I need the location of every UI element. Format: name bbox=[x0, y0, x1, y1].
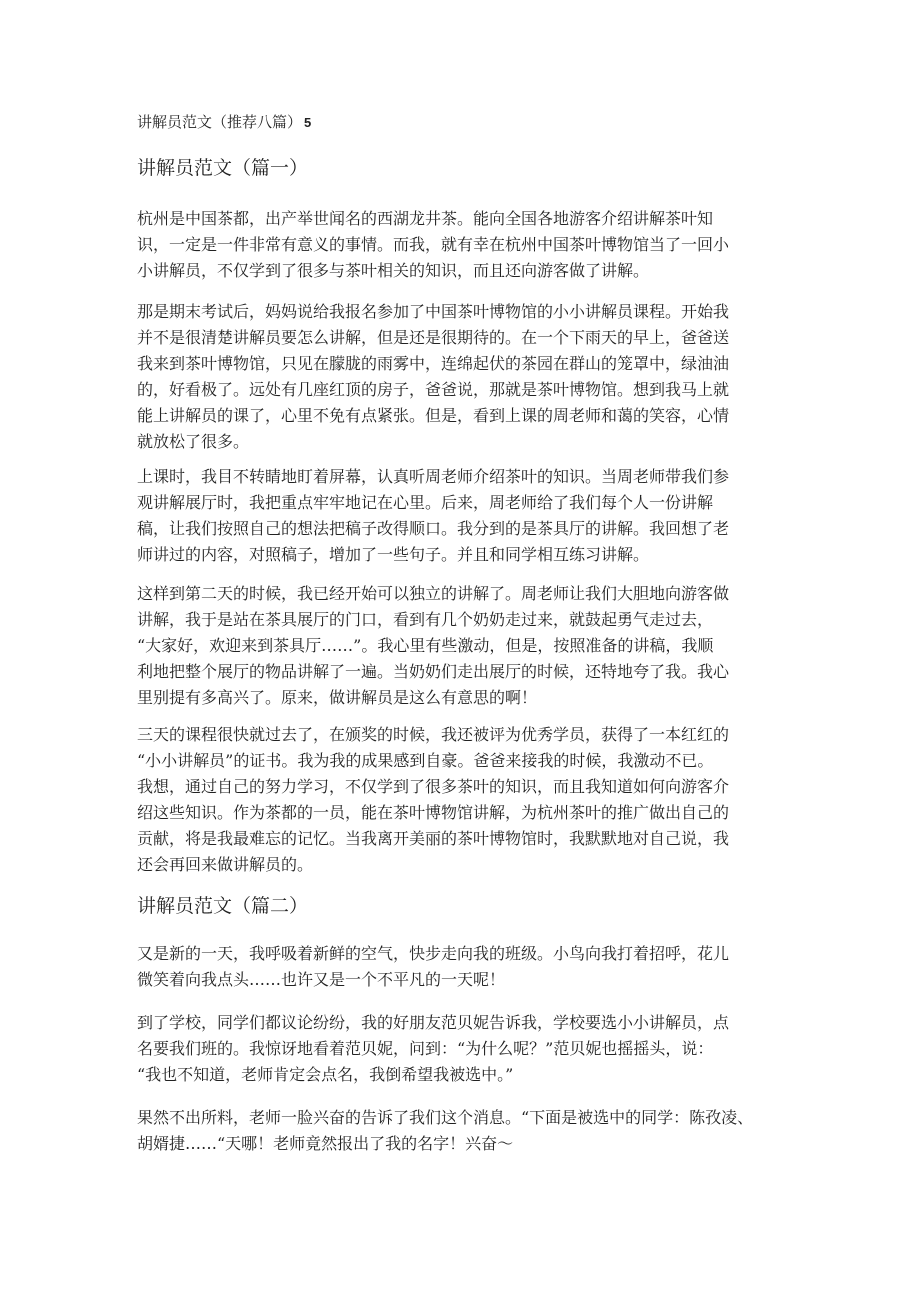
text-line: 还会再回来做讲解员的。 bbox=[137, 855, 314, 874]
text-line: 利地把整个展厅的物品讲解了一遍。当奶奶们走出展厅的时候，还特地夸了我。我心 bbox=[137, 662, 730, 681]
section-heading-2: 讲解员范文（篇二） bbox=[137, 895, 309, 917]
text-line: 讲解，我于是站在茶具展厅的门口，看到有几个奶奶走过来，就鼓起勇气走过去， bbox=[137, 610, 714, 629]
paragraph bbox=[137, 206, 787, 284]
text-line: 就放松了很多。 bbox=[137, 432, 250, 451]
text-line: 里别提有多高兴了。原来，做讲解员是这么有意思的啊！ bbox=[137, 688, 538, 707]
paragraph bbox=[137, 464, 787, 568]
text-line: 的，好看极了。远处有几座红顶的房子，爸爸说，那就是茶叶博物馆。想到我马上就 bbox=[137, 380, 730, 399]
text-line: 名要我们班的。我惊讶地看着范贝妮，问到：“为什么呢？”范贝妮也摇摇头，说： bbox=[137, 1039, 714, 1058]
text-line: 能上讲解员的课了，心里不免有点紧张。但是，看到上课的周老师和蔼的笑容，心情 bbox=[137, 406, 730, 425]
text-line: 果然不出所料，老师一脸兴奋的告诉了我们这个消息。“下面是被选中的同学：陈孜凌、 bbox=[137, 1108, 754, 1127]
section-heading-1: 讲解员范文（篇一） bbox=[137, 157, 309, 179]
text-line: 那是期末考试后，妈妈说给我报名参加了中国茶叶博物馆的小小讲解员课程。开始我 bbox=[137, 302, 730, 321]
paragraph bbox=[137, 722, 787, 878]
paragraph bbox=[137, 1105, 787, 1157]
document-title-text: 讲解员范文（推荐八篇） bbox=[137, 113, 303, 131]
text-line: 又是新的一天，我呼吸着新鲜的空气，快步走向我的班级。小鸟向我打着招呼，花儿 bbox=[137, 944, 730, 963]
text-line: 师讲过的内容，对照稿子，增加了一些句子。并且和同学相互练习讲解。 bbox=[137, 545, 650, 564]
paragraph bbox=[137, 941, 787, 993]
text-line: 这样到第二天的时候，我已经开始可以独立的讲解了。周老师让我们大胆地向游客做 bbox=[137, 584, 730, 603]
text-line: 小讲解员，不仅学到了很多与茶叶相关的知识，而且还向游客做了讲解。 bbox=[137, 261, 650, 280]
text-line: 贡献，将是我最难忘的记忆。当我离开美丽的茶叶博物馆时，我默默地对自己说，我 bbox=[137, 829, 730, 848]
text-line: 并不是很清楚讲解员要怎么讲解，但是还是很期待的。在一个下雨天的早上，爸爸送 bbox=[137, 328, 730, 347]
text-line: 上课时，我目不转睛地盯着屏幕，认真听周老师介绍茶叶的知识。当周老师带我们参 bbox=[137, 467, 730, 486]
text-line: 到了学校，同学们都议论纷纷，我的好朋友范贝妮告诉我，学校要选小小讲解员，点 bbox=[137, 1013, 730, 1032]
text-line: 微笑着向我点头……也许又是一个不平凡的一天呢！ bbox=[137, 970, 506, 989]
text-line: “我也不知道，老师肯定会点名，我倒希望我被选中。” bbox=[137, 1065, 514, 1084]
text-line: “小小讲解员”的证书。我为我的成果感到自豪。爸爸来接我的时候，我激动不已。 bbox=[137, 751, 714, 770]
text-line: 稿，让我们按照自己的想法把稿子改得顺口。我分到的是茶具厅的讲解。我回想了老 bbox=[137, 519, 730, 538]
document-title bbox=[137, 112, 311, 133]
paragraph bbox=[137, 1010, 787, 1088]
text-line: 绍这些知识。作为茶都的一员，能在茶叶博物馆讲解，为杭州茶叶的推广做出自己的 bbox=[137, 803, 730, 822]
text-line: 我想，通过自己的努力学习，不仅学到了很多茶叶的知识，而且我知道如何向游客介 bbox=[137, 777, 730, 796]
paragraph bbox=[137, 581, 787, 711]
text-line: 观讲解展厅时，我把重点牢牢地记在心里。后来，周老师给了我们每个人一份讲解 bbox=[137, 493, 714, 512]
text-line: 三天的课程很快就过去了，在颁奖的时候，我还被评为优秀学员，获得了一本红红的 bbox=[137, 725, 730, 744]
text-line: “大家好，欢迎来到茶具厅……”。我心里有些激动，但是，按照准备的讲稿，我顺 bbox=[137, 636, 714, 655]
paragraph bbox=[137, 299, 787, 455]
document-title-number: 5 bbox=[304, 115, 312, 130]
text-line: 识，一定是一件非常有意义的事情。而我，就有幸在杭州中国茶叶博物馆当了一回小 bbox=[137, 235, 730, 254]
text-line: 胡婿捷……“天哪！老师竟然报出了我的名字！兴奋～ bbox=[137, 1134, 514, 1153]
text-line: 我来到茶叶博物馆，只见在朦胧的雨雾中，连绵起伏的茶园在群山的笼罩中，绿油油 bbox=[137, 354, 730, 373]
text-line: 杭州是中国茶都，出产举世闻名的西湖龙井茶。能向全国各地游客介绍讲解茶叶知 bbox=[137, 209, 714, 228]
